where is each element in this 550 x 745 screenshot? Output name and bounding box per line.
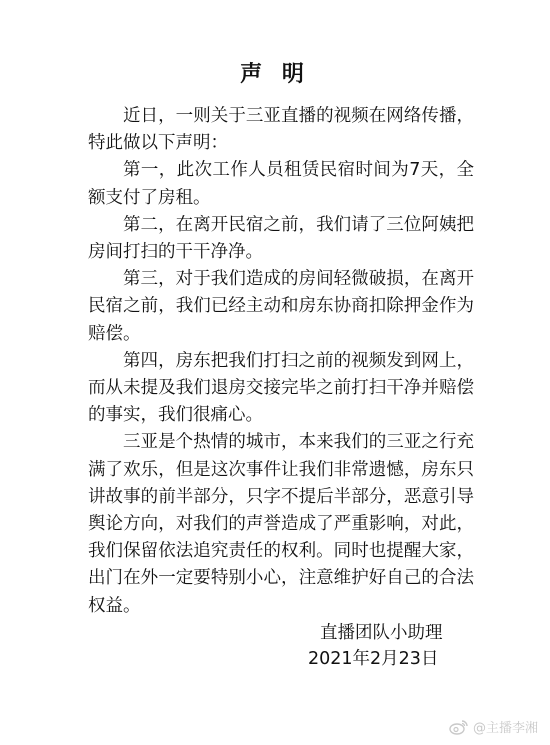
- paragraph-fourth: 第四，房东把我们打扫之前的视频发到网上，而从未提及我们退房交接完毕之前打扫干净并赔偿的事实，我们很痛心。: [88, 350, 474, 426]
- paragraph-first: 第一，此次工作人员租赁民宿时间为7天，全额支付了房租。: [88, 160, 474, 208]
- weibo-icon: [449, 719, 469, 735]
- signature-date: 2021年2月23日: [308, 649, 439, 669]
- signature-block: [308, 620, 478, 672]
- paragraph-intro: 近日，一则关于三亚直播的视频在网络传播，特此做以下声明：: [88, 106, 474, 154]
- weibo-watermark: [449, 717, 538, 736]
- paragraph-third: 第三，对于我们造成的房间轻微破损，在离开民宿之前，我们已经主动和房东协商扣除押金作为赔偿。: [88, 269, 474, 344]
- paragraph-second: 第二，在离开民宿之前，我们请了三位阿姨把房间打扫的干干净净。: [88, 214, 474, 263]
- signature-name: 直播团队小助理: [320, 623, 443, 643]
- paragraph-conclusion: 三亚是个热情的城市，本来我们的三亚之行充满了欢乐，但是这次事件让我们非常遗憾，房东只讲故事的前半部分，只字不提后半部分，恶意引导舆论方向，对我们的声誉造成了严重影响，对此，我们保留依法追究责任的权利。同时也提醒大家，出门在外一定要特别小心，注意维护好自己的合法权益。: [88, 432, 474, 616]
- watermark-text: @主播李湘: [472, 721, 538, 736]
- document-title: 声 明: [240, 62, 310, 87]
- statement-body: [88, 103, 474, 620]
